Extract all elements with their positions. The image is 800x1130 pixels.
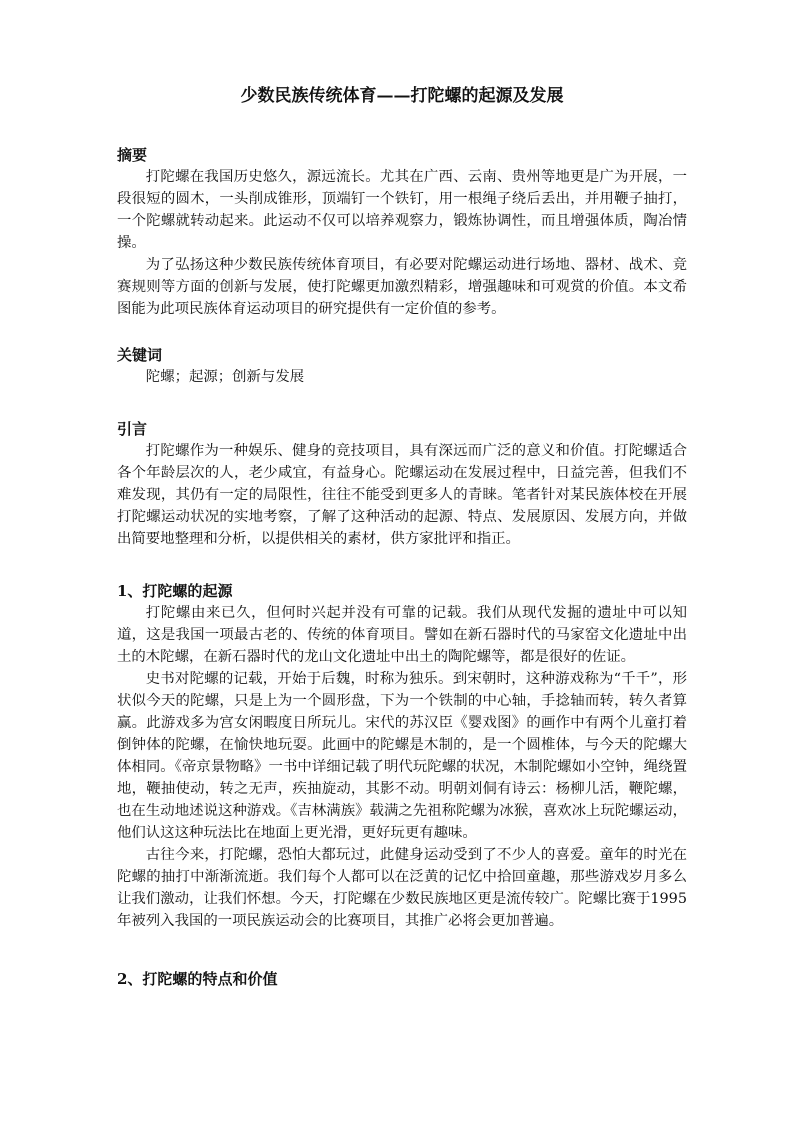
section-features: [117, 968, 687, 990]
intro-heading: 引言: [117, 420, 148, 438]
keywords-section: [117, 344, 687, 388]
intro-paragraph: 打陀螺作为一种娱乐、健身的竞技项目，具有深远而广泛的意义和价值。打陀螺适合各个年龄层次的人，老少咸宜，有益身心。陀螺运动在发展过程中，日益完善，但我们不难发现，其仍有一定的局限性，往往不能受到更多人的青睐。笔者针对某民族体校在开展打陀螺运动状况的实地考察，了解了这种活动的起源、特点、发展原因、发展方向，并做出简要地整理和分析，以提供相关的素材，供方家批评和指正。: [117, 443, 687, 547]
abstract-heading: 摘要: [117, 146, 148, 164]
keywords-heading: 关键词: [117, 346, 163, 364]
keywords-text: 陀螺；起源；创新与发展: [145, 369, 305, 385]
document-page: [117, 84, 687, 990]
section2-heading: 2、打陀螺的特点和价值: [117, 970, 278, 988]
section1-paragraph: 打陀螺由来已久，但何时兴起并没有可靠的记载。我们从现代发掘的遗址中可以知道，这是我国一项最古老的、传统的体育项目。譬如在新石器时代的马家窑文化遗址中出土的木陀螺，在新石器时代的龙山文化遗址中出土的陶陀螺等，都是很好的佐证。: [117, 605, 687, 665]
section1-paragraph: 古往今来，打陀螺，恐怕大都玩过，此健身运动受到了不少人的喜爱。童年的时光在陀螺的抽打中渐渐流逝。我们每个人都可以在泛黄的记忆中拾回童趣，那些游戏岁月多么让我们激动，让我们怀想。今天，打陀螺在少数民族地区更是流传较广。陀螺比赛于1995年被列入我国的一项民族运动会的比赛项目，其推广必将会更加普遍。: [117, 847, 687, 929]
abstract-section: [117, 144, 687, 320]
abstract-paragraph: 打陀螺在我国历史悠久，源远流长。尤其在广西、云南、贵州等地更是广为开展，一段很短的圆木，一头削成锥形，顶端钉一个铁钉，用一根绳子绕后丢出，并用鞭子抽打，一个陀螺就转动起来。此运动不仅可以培养观察力，锻炼协调性，而且增强体质，陶冶情操。: [117, 169, 687, 251]
section1-heading: 1、打陀螺的起源: [117, 582, 233, 600]
document-title: 少数民族传统体育——打陀螺的起源及发展: [240, 86, 564, 106]
section-origin: [117, 580, 687, 932]
section1-paragraph: 史书对陀螺的记载，开始于后魏，时称为独乐。到宋朝时，这种游戏称为“千千”，形状似今天的陀螺，只是上为一个圆形盘，下为一个铁制的中心轴，手捻轴而转，转久者算赢。此游戏多为宫女闲暇度日所玩儿。宋代的苏汉臣《婴戏图》的画作中有两个儿童打着倒钟体的陀螺，在愉快地玩耍。此画中的陀螺是木制的，是一个圆椎体，与今天的陀螺大体相同。《帝京景物略》一书中详细记载了明代玩陀螺的状况，木制陀螺如小空钟，绳绕置地，鞭抽使动，转之无声，疾抽旋动，其影不动。明朝刘侗有诗云：杨柳儿活，鞭陀螺，也在生动地述说这种游戏。《吉林满族》载满之先祖称陀螺为冰猴，喜欢冰上玩陀螺运动，他们认这这种玩法比在地面上更光滑，更好玩更有趣味。: [117, 671, 687, 841]
intro-section: [117, 418, 687, 550]
abstract-paragraph: 为了弘扬这种少数民族传统体育项目，有必要对陀螺运动进行场地、器材、战术、竞赛规则等方面的创新与发展，使打陀螺更加激烈精彩，增强趣味和可观赏的价值。本文希图能为此项民族体育运动项目的研究提供有一定价值的参考。: [117, 257, 687, 317]
